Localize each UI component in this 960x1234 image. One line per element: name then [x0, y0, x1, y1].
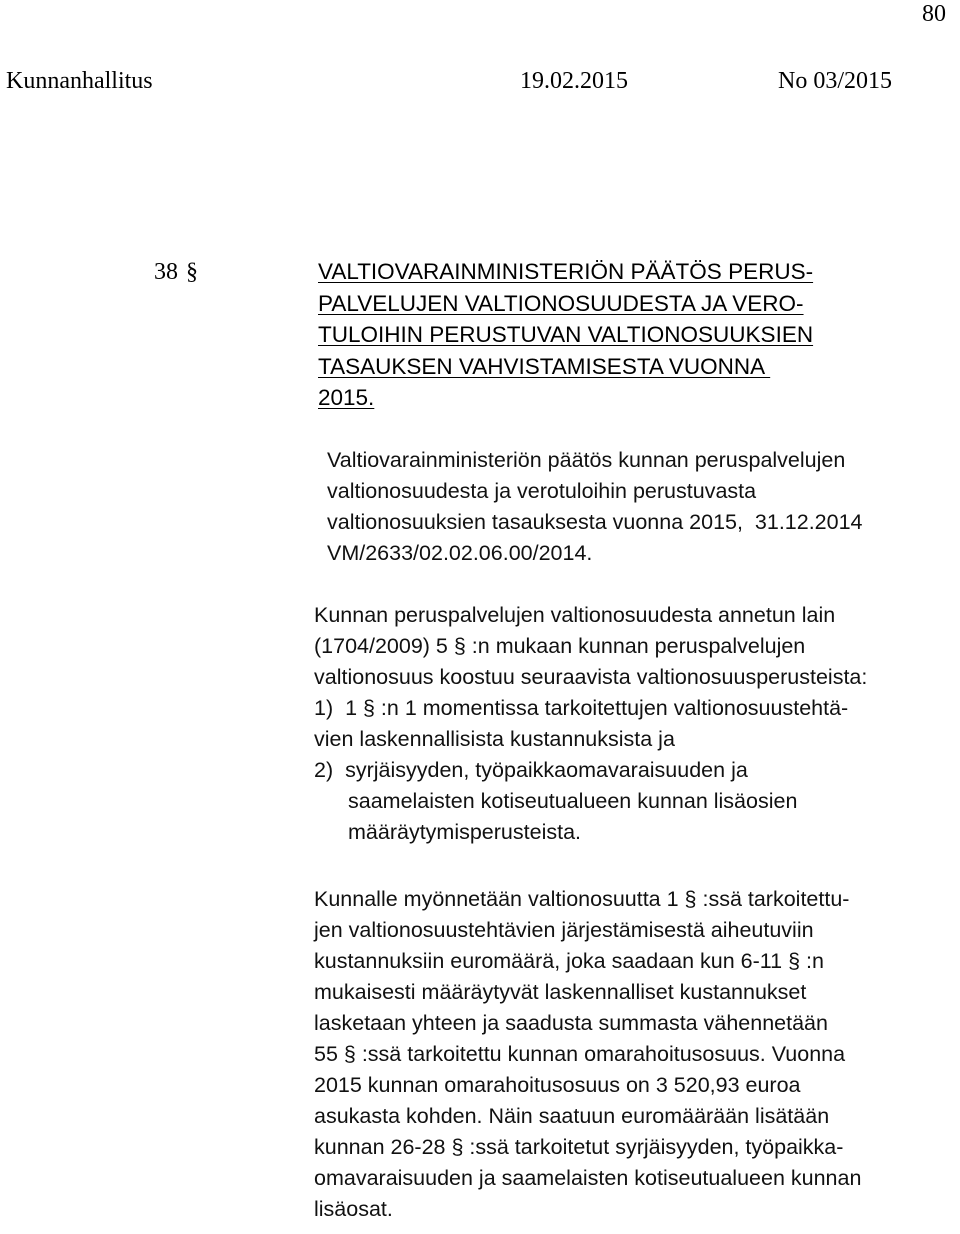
text-line: vien laskennallisista kustannuksista ja — [314, 727, 675, 751]
text-line: 1) 1 § :n 1 momentissa tarkoitettujen valtionosuustehtä- — [314, 696, 849, 720]
section-title — [318, 256, 813, 414]
text-line: määräytymisperusteista. — [348, 820, 581, 844]
section-title-line: TASAUKSEN VAHVISTAMISESTA VUONNA — [318, 353, 771, 379]
decision-reference-paragraph — [327, 445, 863, 569]
section-title-line: 2015. — [318, 385, 375, 410]
section-title-line: PALVELUJEN VALTIONOSUUDESTA JA VERO- — [318, 290, 804, 316]
text-line: VM/2633/02.02.06.00/2014. — [327, 541, 593, 565]
text-line: Kunnalle myönnetään valtionosuutta 1 § :ssä tarkoitettu- — [314, 887, 850, 911]
legal-basis-paragraph — [314, 600, 867, 848]
text-line: Valtiovarainministeriön päätös kunnan peruspalvelujen — [327, 448, 846, 472]
section-sign: § — [186, 259, 198, 285]
text-line: lisäosat. — [314, 1197, 393, 1221]
text-line: valtionosuudesta ja verotuloihin perustuvasta — [327, 479, 757, 503]
section-title-line: VALTIOVARAINMINISTERIÖN PÄÄTÖS PERUS- — [318, 259, 814, 284]
text-line: (1704/2009) 5 § :n mukaan kunnan peruspalvelujen — [314, 634, 806, 658]
text-line: valtionosuuksien tasauksesta vuonna 2015, 31.12.2014 — [327, 510, 863, 534]
section-number: 38 — [154, 259, 178, 285]
text-line: 2) syrjäisyyden, työpaikkaomavaraisuuden ja — [314, 758, 748, 782]
text-line: kunnan 26-28 § :ssä tarkoitetut syrjäisyyden, työpaikka- — [314, 1135, 844, 1159]
text-line: saamelaisten kotiseutualueen kunnan lisäosien — [348, 789, 798, 813]
calculation-paragraph — [314, 884, 861, 1225]
header-date: 19.02.2015 — [520, 68, 628, 94]
header-organization: Kunnanhallitus — [6, 68, 153, 94]
page-number: 80 — [922, 1, 946, 27]
text-line: jen valtionosuustehtävien järjestämisestä aiheutuviin — [314, 918, 814, 942]
text-line: kustannuksiin euromäärä, joka saadaan kun 6-11 § :n — [314, 949, 824, 973]
text-line: 55 § :ssä tarkoitettu kunnan omarahoitusosuus. Vuonna — [314, 1042, 846, 1066]
text-line: Kunnan peruspalvelujen valtionosuudesta annetun lain — [314, 603, 836, 627]
text-line: omavaraisuuden ja saamelaisten kotiseutualueen kunnan — [314, 1166, 862, 1190]
text-line: 2015 kunnan omarahoitusosuus on 3 520,93 euroa — [314, 1073, 801, 1097]
header-document-number: No 03/2015 — [778, 68, 892, 94]
text-line: asukasta kohden. Näin saatuun euromäärään lisätään — [314, 1104, 830, 1128]
text-line: mukaisesti määräytyvät laskennalliset kustannukset — [314, 980, 807, 1004]
text-line: valtionosuus koostuu seuraavista valtionosuusperusteista: — [314, 665, 868, 689]
text-line: lasketaan yhteen ja saadusta summasta vähennetään — [314, 1011, 828, 1035]
section-title-line: TULOIHIN PERUSTUVAN VALTIONOSUUKSIEN — [318, 322, 814, 347]
